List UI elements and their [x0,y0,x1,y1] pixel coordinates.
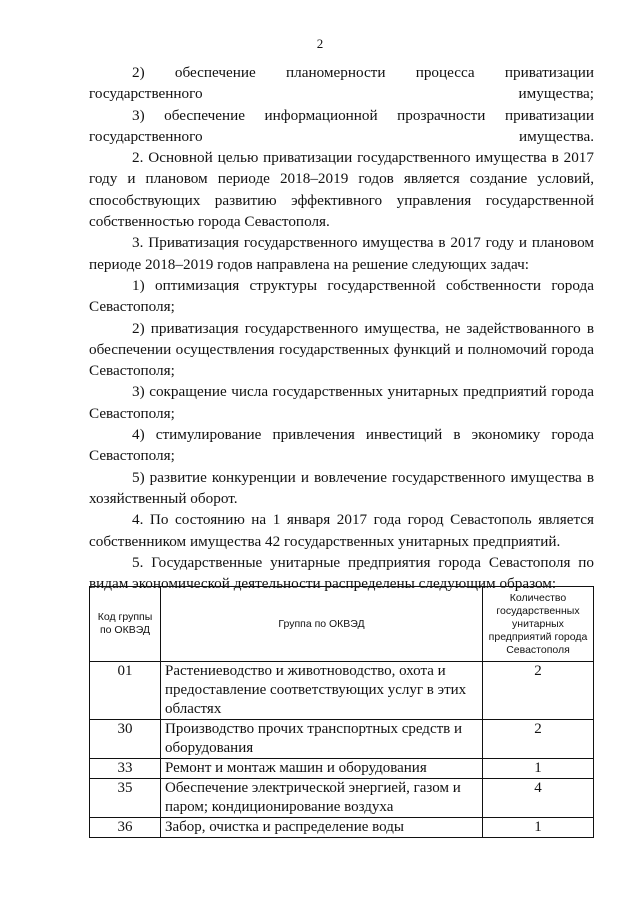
cell-count: 2 [483,662,594,720]
header-count: Количество государственных унитарных предприятий города Севастополя [483,587,594,662]
page-number: 2 [316,36,324,51]
cell-code: 01 [90,662,161,720]
cell-code: 36 [90,818,161,838]
table-row [90,759,594,779]
cell-code: 35 [90,779,161,818]
paragraph-3: 2. Основной целью приватизации государственного имущества в 2017 году и плановом периоде 2018–2019 годов является создание условий, способствующих развитию эффективного управления государственной собственностью города Севастополя. [89,149,594,231]
table-row [90,662,594,720]
cell-count: 1 [483,818,594,838]
paragraph-7: 3) сокращение числа государственных унитарных предприятий города Севастополя; [89,383,594,422]
paragraph-4: 3. Приватизация государственного имущества в 2017 году и плановом периоде 2018–2019 годов направлена на решение следующих задач: [89,234,594,273]
table-row [90,779,594,818]
paragraph-5: 1) оптимизация структуры государственной собственности города Севастополя; [89,276,594,316]
cell-count: 4 [483,779,594,818]
cell-code: 30 [90,720,161,759]
paragraph-2: 3) обеспечение информационной прозрачности приватизации государственного имущества. [89,106,594,145]
document-body [89,62,594,594]
cell-group: Забор, очистка и распределение воды [161,818,483,838]
paragraph-8: 4) стимулирование привлечения инвестиций в экономику города Севастополя; [89,426,594,465]
paragraph-6: 2) приватизация государственного имущества, не задействованного в обеспечении осуществления государственных функций и полномочий города Севастополя; [89,319,594,380]
cell-group: Ремонт и монтаж машин и оборудования [161,759,483,779]
header-group: Группа по ОКВЭД [161,587,483,662]
table-row [90,818,594,838]
paragraph-9: 5) развитие конкуренции и вовлечение государственного имущества в хозяйственный оборот. [89,468,594,507]
paragraph-10: 4. По состоянию на 1 января 2017 года город Севастополь является собственником имущества 42 государственных унитарных предприятий. [89,511,594,550]
cell-group: Растениеводство и животноводство, охота и предоставление соответствующих услуг в этих областях [161,662,483,720]
cell-group: Обеспечение электрической энергией, газом и паром; кондиционирование воздуха [161,779,483,818]
paragraph-11: 5. Государственные унитарные предприятия города Севастополя по видам экономической деятельности распределены следующим образом: [89,553,594,593]
paragraph-1: 2) обеспечение планомерности процесса приватизации государственного имущества; [89,64,594,103]
table-row [90,720,594,759]
header-code: Код группы по ОКВЭД [90,587,161,662]
cell-count: 2 [483,720,594,759]
cell-count: 1 [483,759,594,779]
table-header-row [90,587,594,662]
cell-group: Производство прочих транспортных средств и оборудования [161,720,483,759]
cell-code: 33 [90,759,161,779]
okved-table [89,586,594,838]
